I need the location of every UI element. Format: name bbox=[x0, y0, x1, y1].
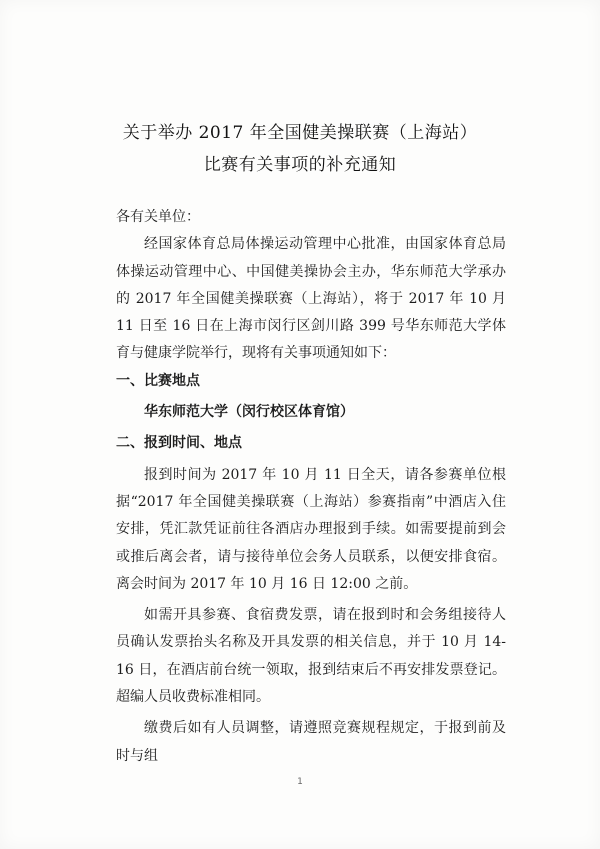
section-1-heading: 一、比赛地点 bbox=[116, 372, 200, 389]
document-body bbox=[116, 204, 506, 770]
title-line-1: 关于举办 2017 年全国健美操联赛（上海站） bbox=[122, 123, 478, 143]
title-line-2: 比赛有关事项的补充通知 bbox=[203, 155, 397, 175]
venue-text: 华东师范大学（闵行校区体育馆） bbox=[144, 404, 354, 421]
document-title bbox=[0, 117, 600, 181]
registration-paragraph: 报到时间为 2017 年 10 月 11 日全天，请各参赛单位根据“2017 年全国健美操联赛（上海站）参赛指南”中酒店入住安排，凭汇款凭证前往各酒店办理报到手续。如需要提前到会或推后离会者，请与接待单位会务人员联系，以便安排食宿。离会时间为 2017 年 10 月 16 日 12:00 之前。 bbox=[116, 466, 506, 592]
adjustment-paragraph: 缴费后如有人员调整，请遵照竞赛规程规定，于报到前及时与组 bbox=[116, 720, 506, 764]
salutation: 各有关单位： bbox=[116, 209, 200, 225]
section-2-heading: 二、报到时间、地点 bbox=[116, 435, 242, 452]
intro-paragraph: 经国家体育总局体操运动管理中心批准，由国家体育总局体操运动管理中心、中国健美操协会主办，华东师范大学承办的 2017 年全国健美操联赛（上海站），将于 2017 年 10 月 11 日至 16 日在上海市闵行区剑川路 399 号华东师范大学体育与健康学院举行，现将有关事项通知如下： bbox=[116, 236, 506, 362]
page-number: 1 bbox=[297, 777, 303, 787]
invoice-paragraph: 如需开具参赛、食宿费发票，请在报到时和会务组接待人员确认发票抬头名称及开具发票的相关信息，并于 10 月 14-16 日，在酒店前台统一领取，报到结束后不再安排发票登记。超编人员收费标准相同。 bbox=[116, 607, 506, 706]
